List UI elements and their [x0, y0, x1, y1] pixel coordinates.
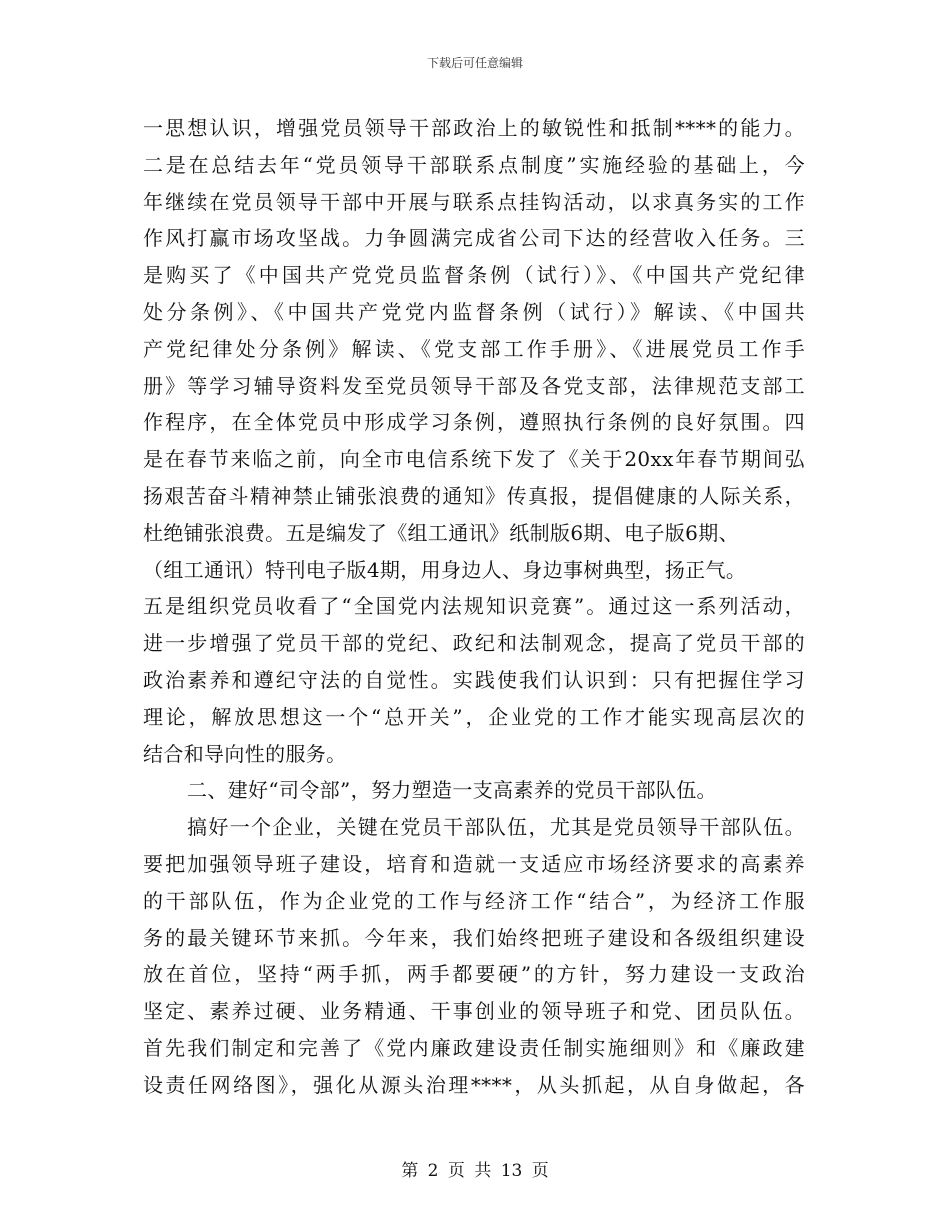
section-heading: 二、建好“司令部”，努力塑造一支高素养的党员干部队伍。	[187, 778, 717, 803]
text-line: 册》等学习辅导资料发至党员领导干部及各党支部，法律规范支部工	[143, 373, 805, 398]
text-line: 设责任网络图》，强化从源头治理****，从头抓起，从自身做起，各	[143, 1072, 805, 1097]
text-line: 进一步增强了党员干部的党纪、政纪和法制观念，提高了党员干部的	[143, 631, 805, 656]
text-line: （组工通讯）特刊电子版4期，用身边人、身边事树典型，扬正气。	[143, 557, 747, 582]
text-line: 是购买了《中国共产党党员监督条例（试行）》、《中国共产党纪律	[143, 263, 805, 288]
text-line: 放在首位，坚持“两手抓，两手都要硬”的方针，努力建设一支政治	[143, 962, 805, 987]
text-line: 政治素养和遵纪守法的自觉性。实践使我们认识到：只有把握住学习	[143, 667, 805, 692]
text-line: 坚定、素养过硬、业务精通、干事创业的领导班子和党、团员队伍。	[143, 999, 805, 1024]
text-line: 杜绝铺张浪费。五是编发了《组工通讯》纸制版6期、电子版6期、	[143, 520, 739, 545]
page-number: 第 2 页 共 13 页	[401, 1161, 549, 1181]
text-line: 务的最关键环节来抓。今年来，我们始终把班子建设和各级组织建设	[143, 925, 805, 950]
text-line: 二是在总结去年“党员领导干部联系点制度”实施经验的基础上，今	[143, 152, 805, 177]
text-line: 年继续在党员领导干部中开展与联系点挂钩活动，以求真务实的工作	[143, 189, 805, 214]
text-line: 要把加强领导班子建设，培育和造就一支适应市场经济要求的高素养	[143, 851, 805, 876]
text-line: 理论，解放思想这一个“总开关”，企业党的工作才能实现高层次的	[143, 704, 805, 729]
paragraph-end-line: 结合和导向性的服务。	[143, 741, 347, 766]
document-body	[143, 110, 805, 1104]
text-line: 产党纪律处分条例》解读、《党支部工作手册》、《进展党员工作手	[143, 336, 805, 361]
text-line: 作程序，在全体党员中形成学习条例，遵照执行条例的良好氛围。四	[143, 410, 805, 435]
text-line: 处分条例》、《中国共产党党内监督条例（试行）》解读、《中国共	[143, 299, 805, 324]
text-line: 是在春节来临之前，向全市电信系统下发了《关于20xx年春节期间弘	[143, 447, 805, 472]
text-line: 首先我们制定和完善了《党内廉政建设责任制实施细则》和《廉政建	[143, 1035, 805, 1060]
text-line: 的干部队伍，作为企业党的工作与经济工作“结合”，为经济工作服	[143, 888, 805, 913]
page-header: 下载后可任意编辑	[426, 56, 523, 70]
text-line: 扬艰苦奋斗精神禁止铺张浪费的通知》传真报，提倡健康的人际关系，	[143, 483, 805, 508]
text-line: 五是组织党员收看了“全国党内法规知识竞赛”。通过这一系列活动，	[143, 594, 805, 619]
text-line: 一思想认识，增强党员领导干部政治上的敏锐性和抵制****的能力。	[143, 116, 805, 140]
paragraph-first-line: 搞好一个企业，关键在党员干部队伍，尤其是党员领导干部队伍。	[187, 815, 805, 840]
text-line: 作风打赢市场攻坚战。力争圆满完成省公司下达的经营收入任务。三	[143, 226, 805, 251]
